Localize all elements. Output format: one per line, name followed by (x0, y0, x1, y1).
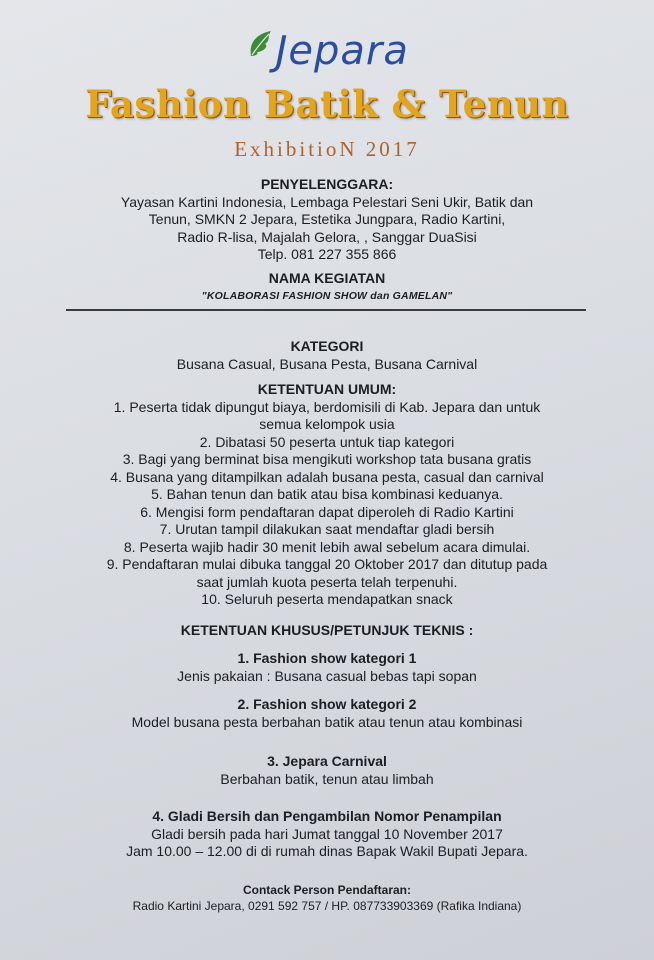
rule-line: 2. Dibatasi 50 peserta untuk tiap kategori (199, 433, 455, 450)
special-section-2 (0, 696, 654, 731)
special-section-text: Gladi bersih pada hari Jumat tanggal 10 November 2017 (151, 825, 503, 842)
special-section-text: Jam 10.00 – 12.00 di di rumah dinas Bapak Wakil Bupati Jepara. (126, 843, 528, 859)
logo-text: Jepara (275, 28, 409, 74)
special-section-text: Berbahan batik, tenun atau limbah (220, 770, 434, 787)
contact-section (0, 882, 654, 914)
general-rules-heading: KETENTUAN UMUM: (257, 381, 397, 397)
rule-line: 3. Bagi yang berminat bisa mengikuti workshop tata busana gratis (122, 451, 532, 467)
special-section-1 (0, 650, 654, 685)
rule-line: 4. Busana yang ditampilkan adalah busana pesta, casual dan carnival (110, 468, 544, 485)
special-section-title: 2. Fashion show kategori 2 (237, 696, 417, 712)
rule-line: 9. Pendaftaran mulai dibuka tanggal 20 Oktober 2017 dan ditutup pada (106, 556, 548, 572)
event-name-section (0, 270, 654, 305)
organizer-phone: Telp. 081 227 355 866 (257, 246, 397, 262)
event-name-heading: NAMA KEGIATAN (268, 270, 386, 286)
special-section-4 (0, 808, 654, 861)
rule-line: 10. Seluruh peserta mendapatkan snack (201, 591, 453, 607)
organizer-line: Radio R-lisa, Majalah Gelora, , Sanggar DuaSisi (177, 228, 477, 245)
divider-line (66, 309, 586, 311)
rule-line: 5. Bahan tenun dan batik atau bisa kombinasi keduanya. (151, 486, 503, 502)
event-name: "KOLABORASI FASHION SHOW dan GAMELAN" (201, 289, 453, 302)
special-section-text: Model busana pesta berbahan batik atau tenun atau kombinasi (131, 713, 523, 730)
category-heading: KATEGORI (290, 338, 364, 354)
category-items: Busana Casual, Busana Pesta, Busana Carnival (176, 355, 478, 372)
special-section-title: 1. Fashion show kategori 1 (237, 650, 417, 666)
rule-line: 7. Urutan tampil dilakukan saat mendaftar gladi bersih (159, 521, 495, 537)
event-title: Fashion Batik & Tenun (85, 82, 569, 126)
contact-heading: Contack Person Pendaftaran: (242, 883, 412, 897)
special-section-title: 4. Gladi Bersih dan Pengambilan Nomor Penampilan (152, 808, 502, 824)
organizer-line: Tenun, SMKN 2 Jepara, Estetika Jungpara, Radio Kartini, (148, 211, 506, 227)
leaf-icon (245, 28, 279, 67)
special-section-3 (0, 753, 654, 788)
organizer-heading: PENYELENGGARA: (260, 176, 394, 192)
special-rules-heading-block (0, 622, 654, 640)
organizer-line: Yayasan Kartini Indonesia, Lembaga Pelestari Seni Ukir, Batik dan (120, 193, 534, 210)
special-rules-heading: KETENTUAN KHUSUS/PETUNJUK TEKNIS : (180, 622, 474, 638)
rule-line: 1. Peserta tidak dipungut biaya, berdomisili di Kab. Jepara dan untuk (113, 398, 541, 415)
special-section-title: 3. Jepara Carnival (267, 753, 387, 769)
rule-line: 8. Peserta wajib hadir 30 menit lebih awal sebelum acara dimulai. (123, 538, 531, 555)
contact-text: Radio Kartini Jepara, 0291 592 757 / HP. 087733903369 (Rafika Indiana) (132, 899, 522, 913)
special-section-text: Jenis pakaian : Busana casual bebas tapi sopan (177, 667, 477, 684)
rule-line: semua kelompok usia (259, 416, 395, 432)
rule-line: 6. Mengisi form pendaftaran dapat diperoleh di Radio Kartini (140, 503, 514, 520)
general-rules-section (0, 381, 654, 609)
rule-line: saat jumlah kuota peserta telah terpenuhi. (196, 573, 458, 590)
jepara-logo (0, 28, 654, 74)
category-section (0, 338, 654, 373)
event-subtitle: ExhibitioN 2017 (234, 137, 420, 161)
organizer-section (0, 176, 654, 264)
